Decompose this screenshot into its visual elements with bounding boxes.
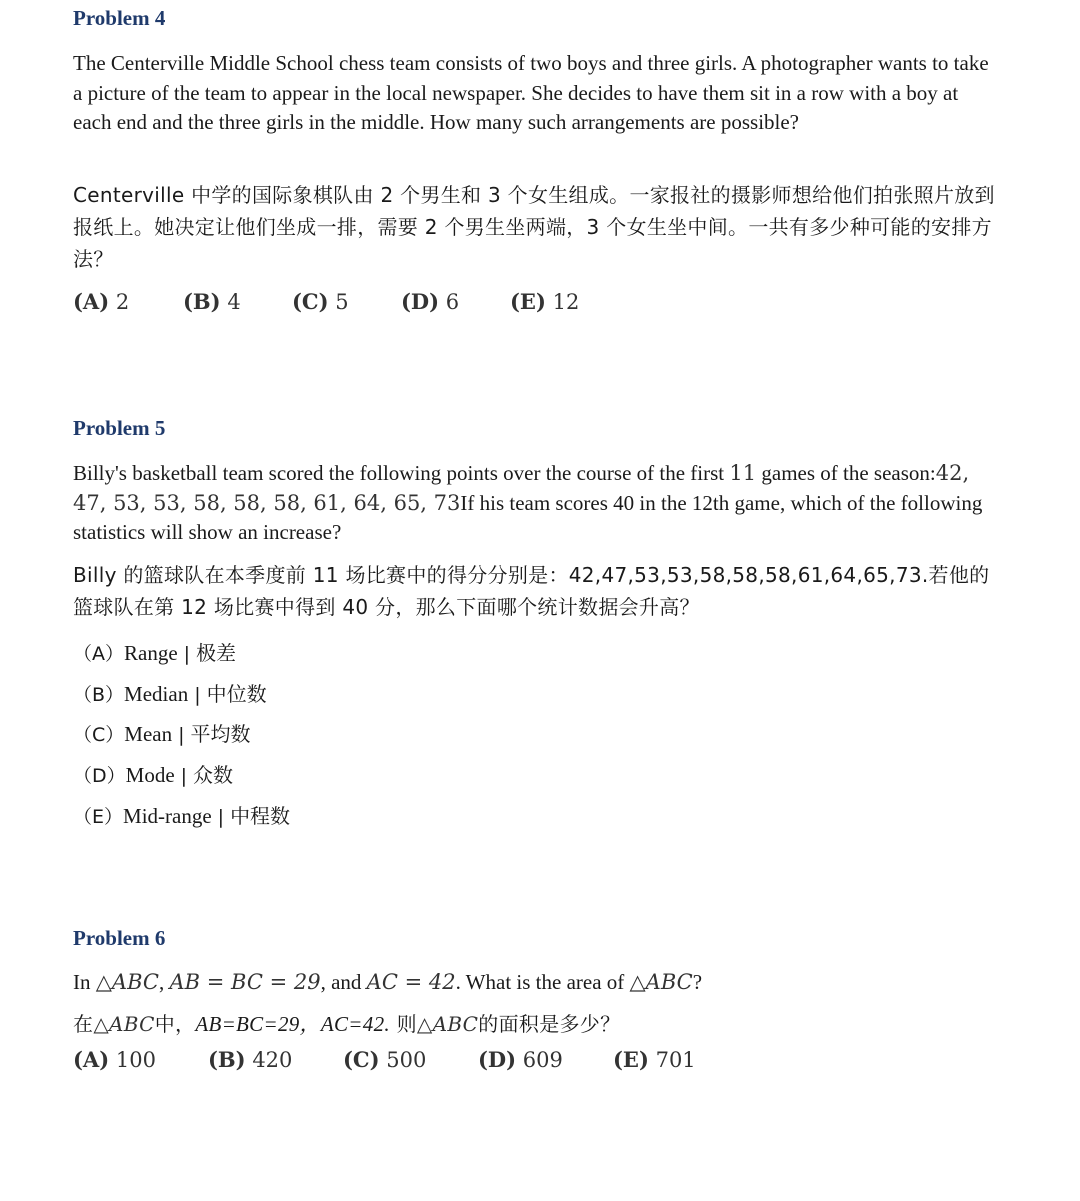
choice-e: (E) 12 bbox=[510, 289, 580, 314]
choice-b: (B) 4 bbox=[183, 289, 241, 314]
problem-4-english-text: The Centerville Middle School chess team consists of two boys and three girls. A photographer wants to take a picture of the team to appear in the local newspaper. She decides to have them sit in a row with a boy at each end and the three girls in the middle. How many such arrangements are possible? bbox=[73, 51, 989, 134]
score-list: 42, 47, 53, 53, 58, 58, 58, 61, 64, 65, 73 bbox=[73, 461, 970, 515]
choice-b: (B) 420 bbox=[208, 1047, 293, 1072]
problem-5-title: Problem 5 bbox=[73, 416, 166, 440]
problem-5-chinese-text: Billy 的篮球队在本季度前 11 场比赛中的得分分别是：42,47,53,53,58,58,58,61,64,65,73.若他的篮球队在第 12 场比赛中得到 40 分，那么下面哪个统计数据会升高？ bbox=[73, 563, 990, 619]
option-mean: （C）Mean | 平均数 bbox=[73, 722, 251, 746]
problem-6-chinese-text: 在△ABC中，AB=BC=29，AC=42. 则△ABC的面积是多少？ bbox=[73, 1012, 621, 1036]
choice-a: (A) 2 bbox=[73, 289, 130, 314]
option-mid-range: （E）Mid-range | 中程数 bbox=[73, 804, 291, 828]
choice-c: (C) 500 bbox=[343, 1047, 427, 1072]
problem-4-title: Problem 4 bbox=[73, 6, 166, 30]
choice-d: (D) 6 bbox=[401, 289, 460, 314]
choice-c: (C) 5 bbox=[292, 289, 349, 314]
problem-4-chinese-text: Centerville 中学的国际象棋队由 2 个男生和 3 个女生组成。一家报社的摄影师想给他们拍张照片放到报纸上。她决定让他们坐成一排，需要 2 个男生坐两端，3 个女生坐中间。一共有多少种可能的安排方法？ bbox=[73, 183, 995, 271]
problem-6-english-text: In △ABC, AB = BC = 29, and AC = 42. What is the area of △ABC? bbox=[73, 970, 703, 994]
option-range: （A）Range | 极差 bbox=[73, 641, 237, 665]
choice-e: (E) 701 bbox=[613, 1047, 696, 1072]
option-median: （B）Median | 中位数 bbox=[73, 682, 267, 706]
choice-d: (D) 609 bbox=[478, 1047, 563, 1072]
choice-a: (A) 100 bbox=[73, 1047, 156, 1072]
problem-5-english-text: Billy's basketball team scored the following points over the course of the first 11 games of the season:42, 47, 53, 53, 58, 58, 58, 61, 64, 65, 73If his team scores 40 in the 12th game, which of the following statistics will show an increase? bbox=[73, 461, 983, 544]
option-mode: （D）Mode | 众数 bbox=[73, 763, 234, 787]
problem-6-title: Problem 6 bbox=[73, 926, 166, 950]
